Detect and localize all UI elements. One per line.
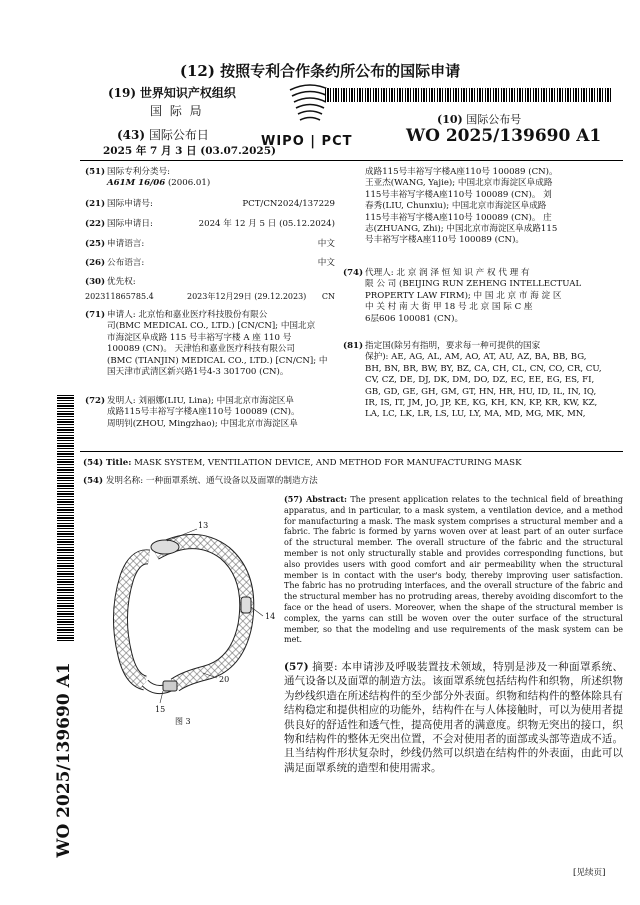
field-81-designated-states: (81) 指定国(除另有指明，要求每一种可提供的国家 保护): AE, AG, AL, AM, AO, AT, AU, AZ, BA, BB, BG, BH, BN, BR, BW, BY, BZ, CA, CH, CL, CN, CO, CR, CU, CV, CZ, DE, DJ, DK, DM, DO, DZ, EC, EE, EG, ES, FI, GB, GD, GE, GH, GM, GT, HN, HR, HU, ID, IL, IN, IQ, IR, IS, IT, JM, JO, JP, KE, KG, KH, KN, KP, KR, KW, KZ, LA, LC, LK, LR, LS, LU, LY, MA, MD, MG, MK, MN, bbox=[343, 341, 623, 421]
abstract-en: (57) Abstract: The present application relates to the technical field of breathing apparatus, and in particular, to a mask system, a ventilation device, and a method for manufacturing a mask. The mask system comprises a structural member and a fabric. The fabric is formed by yarns woven over at least part of an outer surface of the structural member. The overall structure of the fabric and the structural member is not only structurally stable and provides corresponding functions, but also provides users with good comfort and air permeability when the structural member is in contact with the user's body, thereby improving user satisfaction. The fabric has no protruding interfaces, and the overall structure of the fabric and the structural member has no protruding areas, thereby avoiding discomfort to the face or the head of users. Moreover, when the shape of the structural member is complex, the yarns can still be woven over the outer surface of the structural member, so that the modeling and use requirements of the mask system can be met. bbox=[284, 494, 624, 645]
field-72-inventors: (72) 发明人: 刘丽娜(LIU, Lina); 中国北京市海淀区阜 成路115号丰裕写字楼A座110号 100089 (CN)。 周明钊(ZHOU, Mingzhao); 中国北京市海淀区阜 bbox=[85, 396, 335, 430]
figure-3-mask-drawing bbox=[105, 515, 275, 730]
applicant-line: 国天津市武清区新兴路1号4-3 301700 (CN)。 bbox=[107, 367, 289, 378]
pub-date-value: 2025 年 7 月 3 日 (03.07.2025) bbox=[103, 145, 276, 157]
field-74-agent: (74) 代理人: 北 京 润 泽 恒 知 识 产 权 代 理 有 限 公 司 (BEIJING RUN ZEHENG INTELLECTUAL PROPERTY LAW FIRM); 中 国 北 京 市 海 淀 区 中 关 村 南 大 街 甲 18 号 北 京 国 际 C 座 6层606 100081 (CN)。 bbox=[343, 268, 623, 325]
applicant-line: 市海淀区阜成路 115 号丰裕写字楼 A 座 110 号 bbox=[107, 332, 292, 343]
abstract-zh: (57) 摘要: 本申请涉及呼吸装置技术领域，特别是涉及一种面罩系统、通气设备以及面罩的制造方法。该面罩系统包括结构件和织物，所述织物为纱线织造在所述结构件的至少部分外表面。织物和结构件的整体除具有结构稳定和提供相应的功能外，结构件在与人体接触时，可以为使用者提供良好的舒适性和透气性，提高使用者的满意度。织物无突出的接口，织物和结构件的整体无突出位置，不会对使用者的面部或头部等造成不适。且当结构件形状复杂时，纱线仍然可以织造在结构件的外表面，由此可以满足面罩系统的造型和使用需求。 bbox=[284, 661, 624, 774]
inventor-line: 发明人: 刘丽娜(LIU, Lina); 中国北京市海淀区阜 bbox=[107, 396, 294, 406]
field-25: (25) 申请语言: 中文 bbox=[85, 239, 335, 249]
pub-no-label: (10) 国际公布号 bbox=[437, 113, 522, 126]
designated-state-line: LA, LC, LK, LR, LS, LU, LY, MA, MD, MG, MK, MN, bbox=[365, 409, 586, 420]
field-26: (26) 公布语言: 中文 bbox=[85, 258, 335, 268]
agent-line: 6层606 100081 (CN)。 bbox=[365, 313, 464, 324]
inventor-line: 志(ZHUANG, Zhi); 中国北京市海淀区阜成路115 bbox=[365, 224, 558, 235]
applicant-line: (BMC (TIANJIN) MEDICAL CO., LTD.) [CN/CN]; 中 bbox=[107, 355, 328, 366]
figure-label-15: 15 bbox=[155, 705, 166, 714]
applicant-line: 司(BMC MEDICAL CO., LTD.) [CN/CN]; 中国北京 bbox=[107, 321, 316, 332]
inventors-continued bbox=[365, 167, 623, 247]
inventor-line: 115号丰裕写字楼A座110号 100089 (CN)。 庄 bbox=[365, 212, 552, 223]
pub-date-label: (43) 国际公布日 bbox=[117, 128, 209, 142]
field-71-applicants: (71) 申请人: 北京怡和嘉业医疗科技股份有限公 司(BMC MEDICAL CO., LTD.) [CN/CN]; 中国北京 市海淀区阜成路 115 号丰裕写字楼 A 座 110 号 100089 (CN)。 天津怡和嘉业医疗科技有限公司 (BMC (TIANJIN) MEDICAL CO., LTD.) [CN/CN]; 中 国天津市武清区新兴路1号4-3 301700 (CN)。 bbox=[85, 310, 335, 378]
continued-note: [见续页] bbox=[573, 868, 606, 878]
wipo-pct-logo-text: WIPO | PCT bbox=[261, 134, 353, 149]
agent-line: 中 关 村 南 大 街 甲 18 号 北 京 国 际 C 座 bbox=[365, 302, 533, 313]
inventor-line: 王亚杰(WANG, Yajie); 中国北京市海淀区阜成路 bbox=[365, 178, 553, 189]
org-sub: 国 际 局 bbox=[150, 104, 204, 118]
title-divider bbox=[80, 451, 623, 452]
field-51: (51) 国际专利分类号: A61M 16/06 (2006.01) bbox=[85, 167, 211, 189]
inventor-line: 春秀(LIU, Chunxiu); 中国北京市海淀区阜成路 bbox=[365, 201, 547, 212]
title-zh: (54) 发明名称: 一种面罩系统、通气设备以及面罩的制造方法 bbox=[83, 476, 318, 486]
inventor-line: 成路115号丰裕写字楼A座110号 100089 (CN)。 bbox=[365, 167, 558, 177]
pub-no-value: WO 2025/139690 A1 bbox=[406, 126, 602, 146]
designated-state-line: 保护): AE, AG, AL, AM, AO, AT, AU, AZ, BA, BB, BG, bbox=[365, 352, 587, 363]
title-en: (54) Title: MASK SYSTEM, VENTILATION DEVICE, AND METHOD FOR MANUFACTURING MASK bbox=[83, 458, 522, 468]
designated-state-line: 指定国(除另有指明，要求每一种可提供的国家 bbox=[365, 341, 541, 351]
figure-label-20: 20 bbox=[219, 675, 230, 684]
agent-line: 代理人: 北 京 润 泽 恒 知 识 产 权 代 理 有 bbox=[365, 268, 530, 278]
designated-state-line: IR, IS, IT, JM, JO, JP, KE, KG, KH, KN, KP, KR, KW, KZ, bbox=[365, 398, 598, 409]
inventor-line: 115号丰裕写字楼A座110号 100089 (CN)。 刘 bbox=[365, 189, 552, 200]
inventor-line: 周明钊(ZHOU, Mingzhao); 中国北京市海淀区阜 bbox=[107, 418, 298, 429]
inventor-line: 号丰裕写字楼A座110号 100089 (CN)。 bbox=[365, 235, 525, 246]
document-title: (12) 按照专利合作条约所公布的国际申请 bbox=[179, 62, 461, 80]
agent-line: PROPERTY LAW FIRM); 中 国 北 京 市 海 淀 区 bbox=[365, 290, 562, 301]
inventor-line: 成路115号丰裕写字楼A座110号 100089 (CN)。 bbox=[107, 407, 300, 418]
field-21: (21) 国际申请号: PCT/CN2024/137229 bbox=[85, 199, 335, 209]
header-divider bbox=[80, 160, 623, 161]
designated-state-line: GB, GD, GE, GH, GM, GT, HN, HR, HU, ID, IL, IN, IQ, bbox=[365, 386, 597, 397]
org-name: (19) 世界知识产权组织 bbox=[108, 86, 236, 100]
applicant-line: 申请人: 北京怡和嘉业医疗科技股份有限公 bbox=[107, 310, 268, 320]
figure-label-14: 14 bbox=[265, 612, 276, 621]
designated-state-line: CV, CZ, DE, DJ, DK, DM, DO, DZ, EC, EE, EG, ES, FI, bbox=[365, 375, 595, 386]
figure-label-13: 13 bbox=[198, 521, 209, 530]
field-30: (30) 优先权: 202311865785.4 2023年12月29日 (29.12.2023) CN bbox=[85, 277, 335, 302]
figure-caption: 图 3 bbox=[175, 717, 191, 726]
designated-state-line: BH, BN, BR, BW, BY, BZ, CA, CH, CL, CN, CO, CR, CU, bbox=[365, 363, 602, 374]
agent-line: 限 公 司 (BEIJING RUN ZEHENG INTELLECTUAL bbox=[365, 279, 582, 290]
applicant-line: 100089 (CN)。 天津怡和嘉业医疗科技有限公司 bbox=[107, 344, 295, 355]
field-22: (22) 国际申请日: 2024 年 12 月 5 日 (05.12.2024) bbox=[85, 219, 335, 229]
barcode-top-icon bbox=[325, 88, 613, 102]
